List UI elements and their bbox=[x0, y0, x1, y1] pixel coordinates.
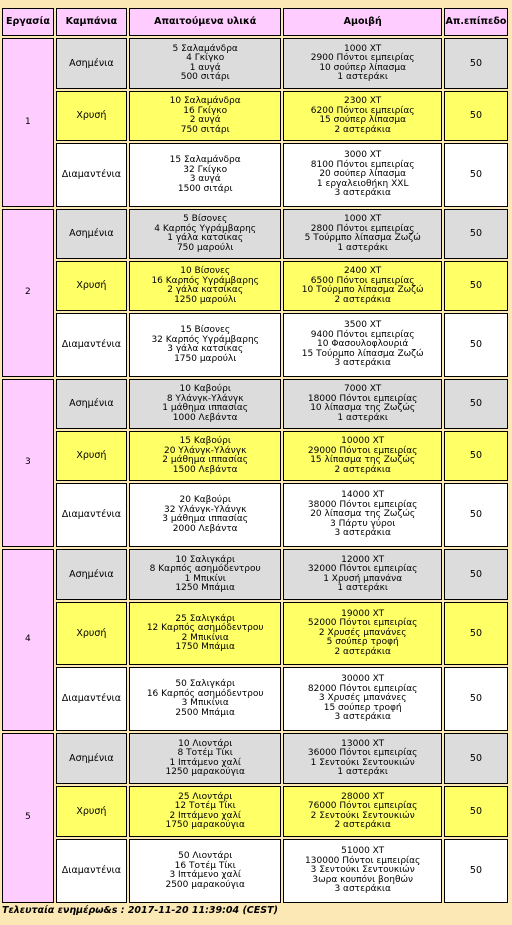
material-item: 1750 Μπάμια bbox=[175, 642, 235, 652]
materials-cell bbox=[129, 839, 281, 903]
reward-item: 14000 XT bbox=[341, 490, 385, 501]
material-item: 12 Καρπός ασημόδεντρου bbox=[146, 623, 264, 633]
reward-item: 6200 Πόντοι εμπειρίας bbox=[310, 105, 415, 116]
reward-item: 82000 Πόντοι εμπειρίας bbox=[307, 683, 418, 694]
reward-item: 2800 Πόντοι εμπειρίας bbox=[310, 223, 415, 234]
material-item: 1250 Μπάμια bbox=[175, 583, 235, 593]
material-item: 5 Σαλαμάνδρα bbox=[172, 43, 238, 54]
material-item: 2500 Μπάμια bbox=[175, 707, 235, 718]
reward-item: 2900 Πόντοι εμπειρίας bbox=[310, 53, 415, 63]
required-level: 50 bbox=[444, 91, 508, 141]
required-level: 50 bbox=[444, 431, 508, 481]
campaign-silver: Ασημένια bbox=[56, 379, 127, 429]
material-item: 3 γάλα κατσίκας bbox=[167, 344, 244, 354]
rewards-cell bbox=[283, 667, 442, 731]
table-row bbox=[2, 483, 508, 547]
task-number: 3 bbox=[2, 379, 54, 547]
material-item: 2000 Λεβάντα bbox=[172, 523, 238, 534]
material-item: 2 Μπικίνια bbox=[181, 632, 229, 643]
materials-cell bbox=[129, 431, 281, 481]
header-reward: Αμοιβή bbox=[283, 8, 442, 36]
required-level: 50 bbox=[444, 667, 508, 731]
rewards-cell bbox=[283, 483, 442, 547]
required-level: 50 bbox=[444, 261, 508, 311]
material-item: 32 Γκίγκο bbox=[183, 164, 228, 175]
rewards-cell bbox=[283, 143, 442, 207]
reward-item: 1 αστεράκι bbox=[337, 72, 388, 82]
materials-cell bbox=[129, 786, 281, 837]
reward-item: 7000 XT bbox=[344, 384, 382, 394]
material-item: 3 Ιπτάμενο χαλί bbox=[169, 870, 241, 880]
header-level: Απ.επίπεδο bbox=[444, 8, 508, 36]
reward-item: 10 Φασουλοφλουριά bbox=[317, 339, 409, 350]
required-level: 50 bbox=[444, 549, 508, 600]
campaign-diamond: Διαμαντένια bbox=[56, 313, 127, 377]
rewards-cell bbox=[283, 786, 442, 837]
reward-item: 15 σούπερ λίπασμα bbox=[319, 115, 407, 125]
reward-item: 130000 Πόντοι εμπειρίας bbox=[305, 855, 421, 866]
table-row bbox=[2, 313, 508, 377]
rewards-cell bbox=[283, 839, 442, 903]
reward-item: 15 λίπασμα της Ζωζώς bbox=[310, 455, 416, 465]
material-item: 10 Σαλιγκάρι bbox=[175, 554, 235, 565]
header-campaign: Καμπάνια bbox=[56, 8, 127, 36]
rewards-cell bbox=[283, 38, 442, 89]
materials-cell bbox=[129, 261, 281, 311]
reward-item: 3 αστεράκια bbox=[334, 528, 391, 539]
rewards-cell bbox=[283, 602, 442, 665]
reward-item: 5 σούπερ τροφή bbox=[326, 637, 399, 648]
reward-item: 1 εργαλειοθήκη XXL bbox=[316, 178, 409, 189]
required-level: 50 bbox=[444, 313, 508, 377]
material-item: 20 Καβούρι bbox=[179, 495, 231, 505]
reward-item: 32000 Πόντοι εμπειρίας bbox=[307, 564, 418, 574]
material-item: 10 Βίσονες bbox=[180, 266, 231, 276]
material-item: 750 μαρούλι bbox=[176, 242, 234, 253]
material-item: 15 Σαλαμάνδρα bbox=[169, 155, 241, 165]
material-item: 1250 μαρούλι bbox=[174, 294, 237, 305]
material-item: 1 γάλα κατσίκας bbox=[167, 233, 244, 243]
material-item: 2 μάθημα ιππασίας bbox=[162, 455, 249, 465]
material-item: 8 Υλάνγκ-Υλάνγκ bbox=[166, 393, 244, 404]
materials-cell bbox=[129, 379, 281, 429]
material-item: 4 Καρπός Υγράμβαρης bbox=[154, 223, 257, 234]
material-item: 5 Βίσονες bbox=[183, 214, 228, 224]
table-row bbox=[2, 431, 508, 481]
materials-cell bbox=[129, 602, 281, 665]
material-item: 1500 Λεβάντα bbox=[172, 464, 238, 475]
material-item: 16 Τοτέμ Τίκι bbox=[174, 860, 236, 871]
campaign-diamond: Διαμαντένια bbox=[56, 839, 127, 903]
reward-item: 3ωρα κουπόνι βοηθών bbox=[312, 874, 414, 885]
material-item: 10 Σαλαμάνδρα bbox=[169, 96, 241, 106]
material-item: 20 Υλάνγκ-Υλάνγκ bbox=[163, 445, 247, 456]
task-number: 2 bbox=[2, 209, 54, 377]
materials-cell bbox=[129, 209, 281, 259]
material-item: 1250 μαρακούγια bbox=[165, 767, 245, 777]
campaign-table bbox=[0, 6, 510, 905]
reward-item: 10 σούπερ λίπασμα bbox=[319, 62, 407, 73]
reward-item: 1 αστεράκι bbox=[337, 583, 388, 593]
task-number: 4 bbox=[2, 549, 54, 731]
reward-item: 3 αστεράκια bbox=[334, 358, 391, 369]
required-level: 50 bbox=[444, 379, 508, 429]
material-item: 16 Καρπός Υγράμβαρης bbox=[151, 275, 259, 286]
reward-item: 2400 XT bbox=[344, 266, 382, 276]
reward-item: 6500 Πόντοι εμπειρίας bbox=[310, 275, 415, 286]
reward-item: 3500 XT bbox=[344, 320, 382, 331]
reward-item: 2 αστεράκια bbox=[334, 646, 391, 657]
material-item: 50 Σαλιγκάρι bbox=[175, 679, 235, 689]
rewards-cell bbox=[283, 91, 442, 141]
reward-item: 2300 XT bbox=[344, 96, 382, 106]
rewards-cell bbox=[283, 313, 442, 377]
materials-cell bbox=[129, 313, 281, 377]
materials-cell bbox=[129, 91, 281, 141]
material-item: 2 αυγά bbox=[189, 115, 221, 125]
required-level: 50 bbox=[444, 733, 508, 784]
table-row bbox=[2, 667, 508, 731]
rewards-cell bbox=[283, 431, 442, 481]
reward-item: 12000 XT bbox=[341, 554, 385, 565]
reward-item: 18000 Πόντοι εμπειρίας bbox=[307, 393, 418, 404]
campaign-diamond: Διαμαντένια bbox=[56, 483, 127, 547]
campaign-silver: Ασημένια bbox=[56, 549, 127, 600]
table-row bbox=[2, 379, 508, 429]
material-item: 8 Καρπός ασημόδεντρου bbox=[149, 564, 261, 574]
reward-item: 9400 Πόντοι εμπειρίας bbox=[310, 329, 415, 340]
material-item: 1750 μαρούλι bbox=[174, 353, 237, 364]
required-level: 50 bbox=[444, 143, 508, 207]
reward-item: 1000 XT bbox=[344, 43, 382, 54]
reward-item: 29000 Πόντοι εμπειρίας bbox=[307, 445, 418, 456]
reward-item: 20 λίπασμα της Ζωζώς bbox=[310, 509, 416, 520]
material-item: 1750 μαρακούγια bbox=[165, 820, 245, 830]
campaign-gold: Χρυσή bbox=[56, 602, 127, 665]
materials-cell bbox=[129, 483, 281, 547]
materials-cell bbox=[129, 667, 281, 731]
required-level: 50 bbox=[444, 483, 508, 547]
task-number: 1 bbox=[2, 38, 54, 207]
material-item: 32 Υλάνγκ-Υλάνγκ bbox=[163, 504, 247, 515]
reward-item: 20 σούπερ λίπασμα bbox=[319, 169, 407, 180]
reward-item: 76000 Πόντοι εμπειρίας bbox=[307, 801, 418, 811]
campaign-diamond: Διαμαντένια bbox=[56, 143, 127, 207]
rewards-cell bbox=[283, 549, 442, 600]
reward-item: 1 αστεράκι bbox=[337, 767, 388, 777]
table-row bbox=[2, 549, 508, 600]
campaign-gold: Χρυσή bbox=[56, 91, 127, 141]
material-item: 3 αυγά bbox=[189, 174, 221, 184]
table-row bbox=[2, 839, 508, 903]
material-item: 10 Λιοντάρι bbox=[178, 738, 233, 749]
material-item: 1 Μπικίνι bbox=[184, 573, 226, 584]
material-item: 3 μάθημα ιππασίας bbox=[162, 514, 249, 524]
reward-item: 19000 XT bbox=[341, 608, 385, 619]
reward-item: 51000 XT bbox=[341, 846, 385, 857]
reward-item: 36000 Πόντοι εμπειρίας bbox=[307, 748, 418, 758]
reward-item: 1 αστεράκι bbox=[337, 242, 388, 253]
rewards-cell bbox=[283, 261, 442, 311]
header-task: Εργασία bbox=[2, 8, 54, 36]
campaign-silver: Ασημένια bbox=[56, 209, 127, 259]
reward-item: 1 αστεράκι bbox=[337, 412, 388, 423]
required-level: 50 bbox=[444, 602, 508, 665]
table-row bbox=[2, 143, 508, 207]
reward-item: 2 Χρυσές μπανάνες bbox=[318, 627, 407, 638]
material-item: 16 Καρπός ασημόδεντρου bbox=[146, 688, 264, 699]
reward-item: 3000 XT bbox=[344, 150, 382, 161]
table-row bbox=[2, 91, 508, 141]
material-item: 25 Σαλιγκάρι bbox=[175, 613, 235, 624]
reward-item: 3 Πάρτυ γύροι bbox=[330, 518, 396, 529]
materials-cell bbox=[129, 733, 281, 784]
reward-item: 2 αστεράκια bbox=[334, 464, 391, 475]
material-item: 2 Ιπτάμενο χαλί bbox=[169, 810, 241, 821]
reward-item: 38000 Πόντοι εμπειρίας bbox=[307, 499, 418, 510]
reward-item: 15 σούπερ τροφή bbox=[323, 702, 402, 713]
material-item: 2500 μαρακούγια bbox=[165, 879, 245, 890]
last-updated: Τελευταία ενημέρω&s : 2017-11-20 11:39:04 (CEST) bbox=[2, 905, 278, 916]
reward-item: 1 Σεντούκι Σεντουκιών bbox=[310, 757, 415, 768]
campaign-gold: Χρυσή bbox=[56, 786, 127, 837]
campaign-gold: Χρυσή bbox=[56, 261, 127, 311]
material-item: 15 Βίσονες bbox=[180, 325, 231, 335]
task-number: 5 bbox=[2, 733, 54, 903]
table-row bbox=[2, 209, 508, 259]
rewards-cell bbox=[283, 379, 442, 429]
table-row bbox=[2, 733, 508, 784]
material-item: 1 Ιπτάμενο χαλί bbox=[169, 757, 241, 768]
table-row bbox=[2, 602, 508, 665]
material-item: 25 Λιοντάρι bbox=[178, 791, 233, 802]
rewards-cell bbox=[283, 733, 442, 784]
reward-item: 2 αστεράκια bbox=[334, 820, 391, 830]
reward-item: 1 Χρυσή μπανάνα bbox=[323, 573, 403, 584]
campaign-silver: Ασημένια bbox=[56, 733, 127, 784]
reward-item: 15 Τούρμπο λίπασμα Ζωζώ bbox=[301, 348, 424, 359]
campaign-diamond: Διαμαντένια bbox=[56, 667, 127, 731]
reward-item: 30000 XT bbox=[341, 674, 385, 685]
material-item: 1000 Λεβάντα bbox=[172, 412, 238, 423]
material-item: 12 Τοτέμ Τίκι bbox=[174, 801, 236, 811]
materials-cell bbox=[129, 143, 281, 207]
required-level: 50 bbox=[444, 786, 508, 837]
campaign-silver: Ασημένια bbox=[56, 38, 127, 89]
reward-item: 2 αστεράκια bbox=[334, 124, 391, 135]
table-row bbox=[2, 261, 508, 311]
campaign-gold: Χρυσή bbox=[56, 431, 127, 481]
reward-item: 3 Χρυσές μπανάνες bbox=[318, 693, 407, 704]
reward-item: 2 Σεντούκι Σεντουκιών bbox=[310, 810, 415, 821]
table-body bbox=[2, 38, 508, 903]
reward-item: 3 αστεράκια bbox=[334, 188, 391, 199]
reward-item: 2 αστεράκια bbox=[334, 294, 391, 305]
material-item: 32 Καρπός Υγράμβαρης bbox=[151, 334, 259, 345]
material-item: 10 Καβούρι bbox=[179, 384, 231, 394]
materials-cell bbox=[129, 38, 281, 89]
reward-item: 28000 XT bbox=[341, 791, 385, 802]
reward-item: 3 αστεράκια bbox=[334, 712, 391, 723]
material-item: 50 Λιοντάρι bbox=[178, 851, 233, 861]
header-materials: Απαιτούμενα υλικά bbox=[129, 8, 281, 36]
table-row bbox=[2, 38, 508, 89]
materials-cell bbox=[129, 549, 281, 600]
material-item: 15 Καβούρι bbox=[179, 436, 231, 446]
reward-item: 3 αστεράκια bbox=[334, 884, 391, 895]
material-item: 2 γάλα κατσίκας bbox=[167, 285, 244, 295]
required-level: 50 bbox=[444, 839, 508, 903]
reward-item: 10000 XT bbox=[341, 436, 385, 446]
reward-item: 13000 XT bbox=[341, 738, 385, 749]
material-item: 1500 σιτάρι bbox=[177, 183, 233, 194]
material-item: 1 αυγά bbox=[189, 62, 221, 73]
material-item: 3 Μπικίνια bbox=[181, 698, 229, 708]
rewards-cell bbox=[283, 209, 442, 259]
reward-item: 52000 Πόντοι εμπειρίας bbox=[307, 618, 418, 629]
table-row bbox=[2, 786, 508, 837]
required-level: 50 bbox=[444, 209, 508, 259]
header-row bbox=[2, 8, 508, 36]
material-item: 500 σιτάρι bbox=[180, 72, 230, 82]
material-item: 4 Γκίγκο bbox=[186, 53, 225, 63]
material-item: 1 μάθημα ιππασίας bbox=[162, 403, 249, 413]
reward-item: 5 Τούρμπο λίπασμα Ζωζώ bbox=[304, 233, 421, 243]
material-item: 8 Τοτέμ Τίκι bbox=[177, 748, 233, 758]
reward-item: 10 λίπασμα της Ζωζώς bbox=[310, 403, 416, 413]
material-item: 16 Γκίγκο bbox=[183, 105, 228, 116]
reward-item: 10 Τούρμπο λίπασμα Ζωζώ bbox=[301, 285, 424, 295]
reward-item: 1000 XT bbox=[344, 214, 382, 224]
reward-item: 8100 Πόντοι εμπειρίας bbox=[310, 159, 415, 170]
required-level: 50 bbox=[444, 38, 508, 89]
material-item: 750 σιτάρι bbox=[180, 124, 230, 135]
reward-item: 3 Σεντούκι Σεντουκιών bbox=[310, 865, 415, 876]
